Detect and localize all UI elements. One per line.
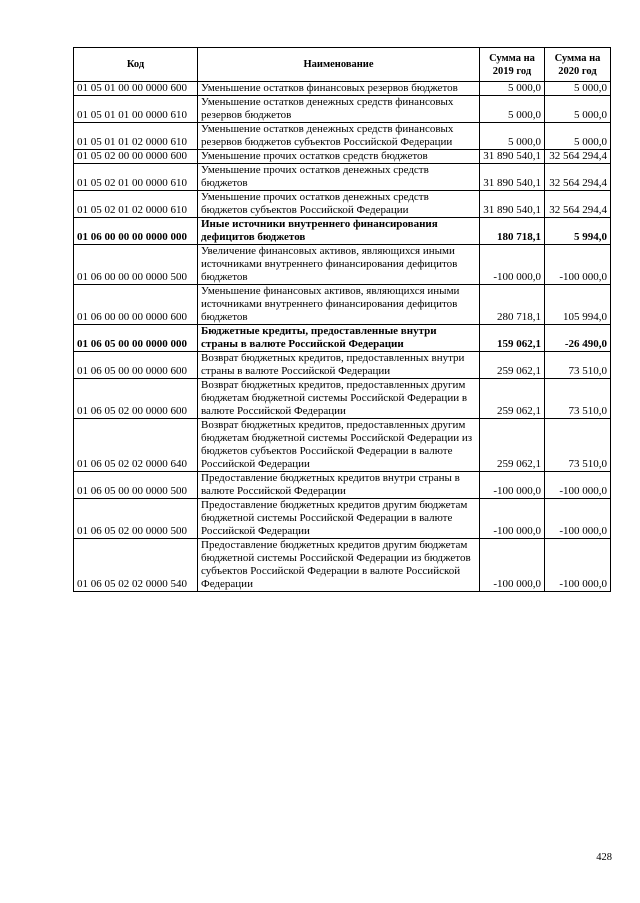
row-sum-2020: 5 000,0	[545, 82, 611, 96]
row-name: Возврат бюджетных кредитов, предоставленных другим бюджетам бюджетной системы Российской Федерации из бюджетов субъектов Российской Федерации в валюте Российской Федерации	[198, 419, 480, 472]
row-sum-2019: -100 000,0	[480, 245, 545, 285]
row-sum-2020: 5 994,0	[545, 218, 611, 245]
row-sum-2019: -100 000,0	[480, 472, 545, 499]
row-sum-2019: 5 000,0	[480, 82, 545, 96]
row-code: 01 06 00 00 00 0000 600	[74, 285, 198, 325]
table-row	[74, 96, 611, 123]
row-name: Увеличение финансовых активов, являющихся иными источниками внутреннего финансирования дефицитов бюджетов	[198, 245, 480, 285]
table-row	[74, 285, 611, 325]
row-sum-2020: 5 000,0	[545, 96, 611, 123]
row-name: Иные источники внутреннего финансирования дефицитов бюджетов	[198, 218, 480, 245]
row-sum-2020: 32 564 294,4	[545, 150, 611, 164]
table-row	[74, 164, 611, 191]
table-row	[74, 539, 611, 592]
row-sum-2020: -100 000,0	[545, 245, 611, 285]
row-code: 01 05 01 00 00 0000 600	[74, 82, 198, 96]
row-sum-2019: 5 000,0	[480, 96, 545, 123]
table-row	[74, 499, 611, 539]
budget-sources-table	[73, 47, 611, 592]
row-name: Уменьшение прочих остатков денежных средств бюджетов	[198, 164, 480, 191]
table-body	[74, 82, 611, 592]
table-row	[74, 191, 611, 218]
table-row	[74, 82, 611, 96]
row-code: 01 06 05 02 00 0000 600	[74, 379, 198, 419]
row-code: 01 05 02 00 00 0000 600	[74, 150, 198, 164]
row-sum-2020: 5 000,0	[545, 123, 611, 150]
header-name: Наименование	[198, 48, 480, 82]
table-row	[74, 379, 611, 419]
row-sum-2019: 180 718,1	[480, 218, 545, 245]
row-sum-2020: 73 510,0	[545, 419, 611, 472]
row-sum-2019: 159 062,1	[480, 325, 545, 352]
table-row	[74, 419, 611, 472]
row-code: 01 06 05 00 00 0000 500	[74, 472, 198, 499]
row-name: Возврат бюджетных кредитов, предоставленных внутри страны в валюте Российской Федерации	[198, 352, 480, 379]
row-code: 01 05 02 01 02 0000 610	[74, 191, 198, 218]
row-code: 01 06 00 00 00 0000 000	[74, 218, 198, 245]
row-sum-2019: 259 062,1	[480, 419, 545, 472]
page-number: 428	[596, 852, 612, 863]
row-sum-2020: 73 510,0	[545, 352, 611, 379]
row-name: Предоставление бюджетных кредитов другим бюджетам бюджетной системы Российской Федерации в валюте Российской Федерации	[198, 499, 480, 539]
row-sum-2019: 31 890 540,1	[480, 164, 545, 191]
row-sum-2019: 31 890 540,1	[480, 191, 545, 218]
row-sum-2020: 73 510,0	[545, 379, 611, 419]
row-code: 01 05 01 01 00 0000 610	[74, 96, 198, 123]
row-sum-2019: 259 062,1	[480, 352, 545, 379]
table-row	[74, 150, 611, 164]
row-name: Уменьшение прочих остатков денежных средств бюджетов субъектов Российской Федерации	[198, 191, 480, 218]
row-code: 01 06 05 00 00 0000 000	[74, 325, 198, 352]
row-sum-2020: 32 564 294,4	[545, 164, 611, 191]
row-sum-2019: -100 000,0	[480, 499, 545, 539]
table-row	[74, 472, 611, 499]
row-sum-2019: -100 000,0	[480, 539, 545, 592]
table-row	[74, 352, 611, 379]
row-name: Бюджетные кредиты, предоставленные внутри страны в валюте Российской Федерации	[198, 325, 480, 352]
row-name: Предоставление бюджетных кредитов внутри страны в валюте Российской Федерации	[198, 472, 480, 499]
row-sum-2019: 5 000,0	[480, 123, 545, 150]
row-code: 01 06 05 00 00 0000 600	[74, 352, 198, 379]
table-row	[74, 218, 611, 245]
row-sum-2020: -100 000,0	[545, 472, 611, 499]
row-sum-2019: 31 890 540,1	[480, 150, 545, 164]
row-code: 01 06 05 02 02 0000 540	[74, 539, 198, 592]
row-name: Предоставление бюджетных кредитов другим бюджетам бюджетной системы Российской Федерации из бюджетов субъектов Российской Федерации в валюте Российской Федерации	[198, 539, 480, 592]
header-sum-2019: Сумма на 2019 год	[480, 48, 545, 82]
header-sum-2020: Сумма на 2020 год	[545, 48, 611, 82]
row-name: Уменьшение финансовых активов, являющихся иными источниками внутреннего финансирования дефицитов бюджетов	[198, 285, 480, 325]
row-name: Уменьшение остатков денежных средств финансовых резервов бюджетов	[198, 96, 480, 123]
table-row	[74, 245, 611, 285]
row-sum-2019: 259 062,1	[480, 379, 545, 419]
row-code: 01 06 05 02 00 0000 500	[74, 499, 198, 539]
row-name: Уменьшение остатков финансовых резервов бюджетов	[198, 82, 480, 96]
table-header-row	[74, 48, 611, 82]
row-name: Возврат бюджетных кредитов, предоставленных другим бюджетам бюджетной системы Российской Федерации в валюте Российской Федерации	[198, 379, 480, 419]
row-name: Уменьшение остатков денежных средств финансовых резервов бюджетов субъектов Российской Федерации	[198, 123, 480, 150]
row-name: Уменьшение прочих остатков средств бюджетов	[198, 150, 480, 164]
row-code: 01 05 02 01 00 0000 610	[74, 164, 198, 191]
table-row	[74, 123, 611, 150]
row-code: 01 06 00 00 00 0000 500	[74, 245, 198, 285]
row-sum-2020: -100 000,0	[545, 539, 611, 592]
row-code: 01 06 05 02 02 0000 640	[74, 419, 198, 472]
row-sum-2020: -26 490,0	[545, 325, 611, 352]
row-sum-2020: -100 000,0	[545, 499, 611, 539]
table-row	[74, 325, 611, 352]
row-sum-2019: 280 718,1	[480, 285, 545, 325]
row-sum-2020: 32 564 294,4	[545, 191, 611, 218]
row-sum-2020: 105 994,0	[545, 285, 611, 325]
header-code: Код	[74, 48, 198, 82]
row-code: 01 05 01 01 02 0000 610	[74, 123, 198, 150]
